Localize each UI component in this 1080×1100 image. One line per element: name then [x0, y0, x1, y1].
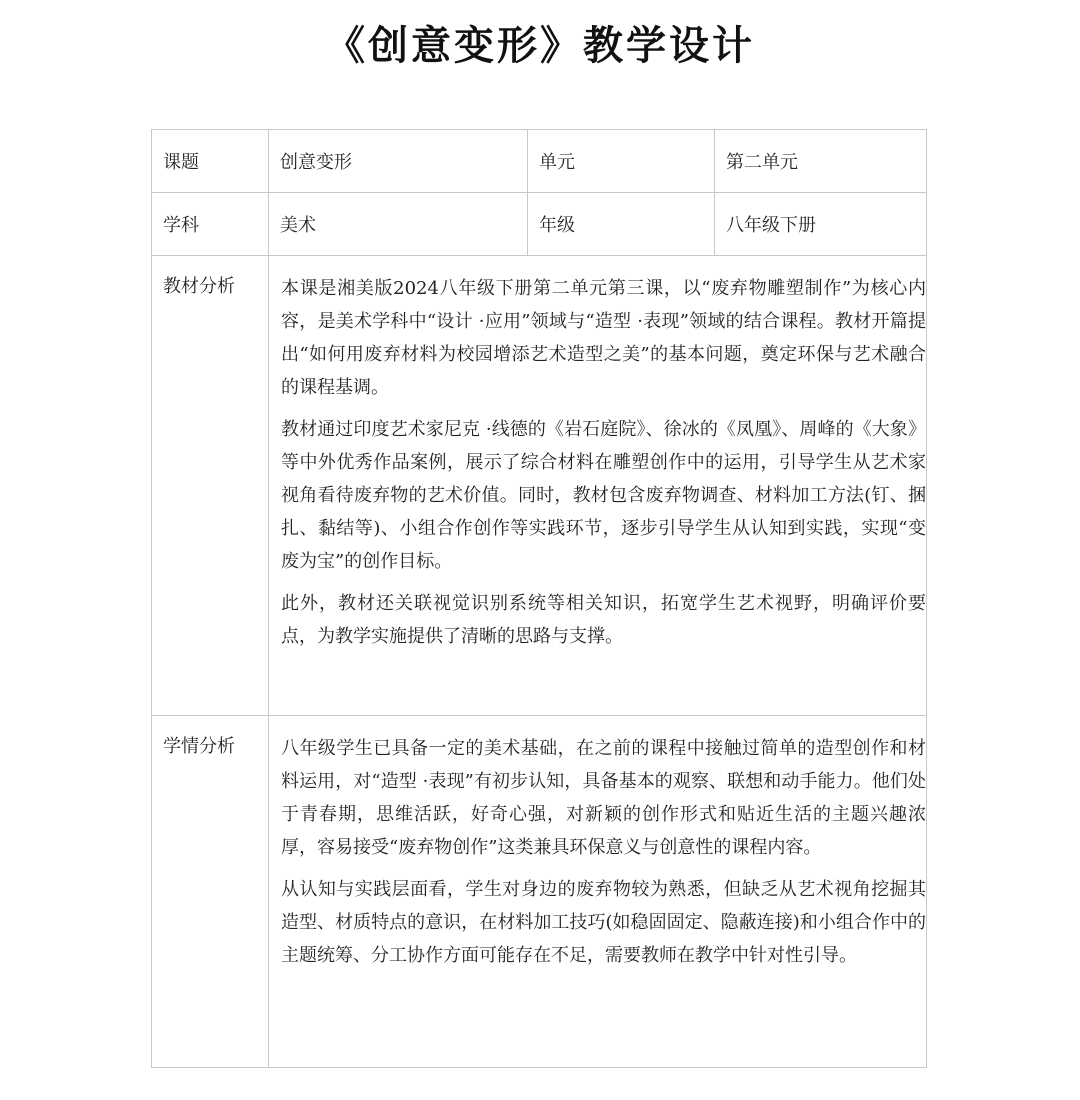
topic-value: 创意变形: [269, 130, 528, 193]
unit-value: 第二单元: [715, 130, 927, 193]
page-title: 《创意变形》教学设计: [325, 23, 755, 69]
topic-label: 课题: [152, 130, 269, 193]
lesson-plan-table: [151, 129, 927, 1068]
table-row-subject: [152, 193, 927, 256]
grade-label: 年级: [528, 193, 715, 256]
grade-value: 八年级下册: [715, 193, 927, 256]
table-row-topic: [152, 130, 927, 193]
subject-value: 美术: [269, 193, 528, 256]
table-row-material-analysis: [152, 256, 927, 716]
unit-label: 单元: [528, 130, 715, 193]
material-analysis-paragraph: 教材通过印度艺术家尼克 ·线德的《岩石庭院》、徐冰的《凤凰》、周峰的《大象》等中外优秀作品案例，展示了综合材料在雕塑创作中的运用，引导学生从艺术家视角看待废弃物的艺术价值。同时，教材包含废弃物调查、材料加工方法(钉、捆扎、黏结等)、小组合作创作等实践环节，逐步引导学生从认知到实践，实现“变废为宝”的创作目标。: [281, 419, 926, 572]
material-analysis-paragraph: 本课是湘美版2024八年级下册第二单元第三课，以“废弃物雕塑制作”为核心内容，是美术学科中“设计 ·应用”领域与“造型 ·表现”领域的结合课程。教材开篇提出“如何用废弃材料为校园增添艺术造型之美”的基本问题，奠定环保与艺术融合的课程基调。: [281, 278, 926, 398]
student-analysis-content: [269, 716, 927, 1068]
material-analysis-label: 教材分析: [152, 256, 269, 716]
subject-label: 学科: [152, 193, 269, 256]
material-analysis-content: [269, 256, 927, 716]
material-analysis-paragraph: 此外，教材还关联视觉识别系统等相关知识，拓宽学生艺术视野，明确评价要点，为教学实施提供了清晰的思路与支撑。: [281, 593, 926, 647]
student-analysis-label: 学情分析: [152, 716, 269, 1068]
student-analysis-paragraph: 八年级学生已具备一定的美术基础，在之前的课程中接触过简单的造型创作和材料运用，对“造型 ·表现”有初步认知，具备基本的观察、联想和动手能力。他们处于青春期，思维活跃，好奇心强，对新颖的创作形式和贴近生活的主题兴趣浓厚，容易接受“废弃物创作”这类兼具环保意义与创意性的课程内容。: [281, 738, 926, 858]
student-analysis-paragraph: 从认知与实践层面看，学生对身边的废弃物较为熟悉，但缺乏从艺术视角挖掘其造型、材质特点的意识，在材料加工技巧(如稳固固定、隐蔽连接)和小组合作中的主题统筹、分工协作方面可能存在不足，需要教师在教学中针对性引导。: [281, 879, 926, 966]
table-row-student-analysis: [152, 716, 927, 1068]
